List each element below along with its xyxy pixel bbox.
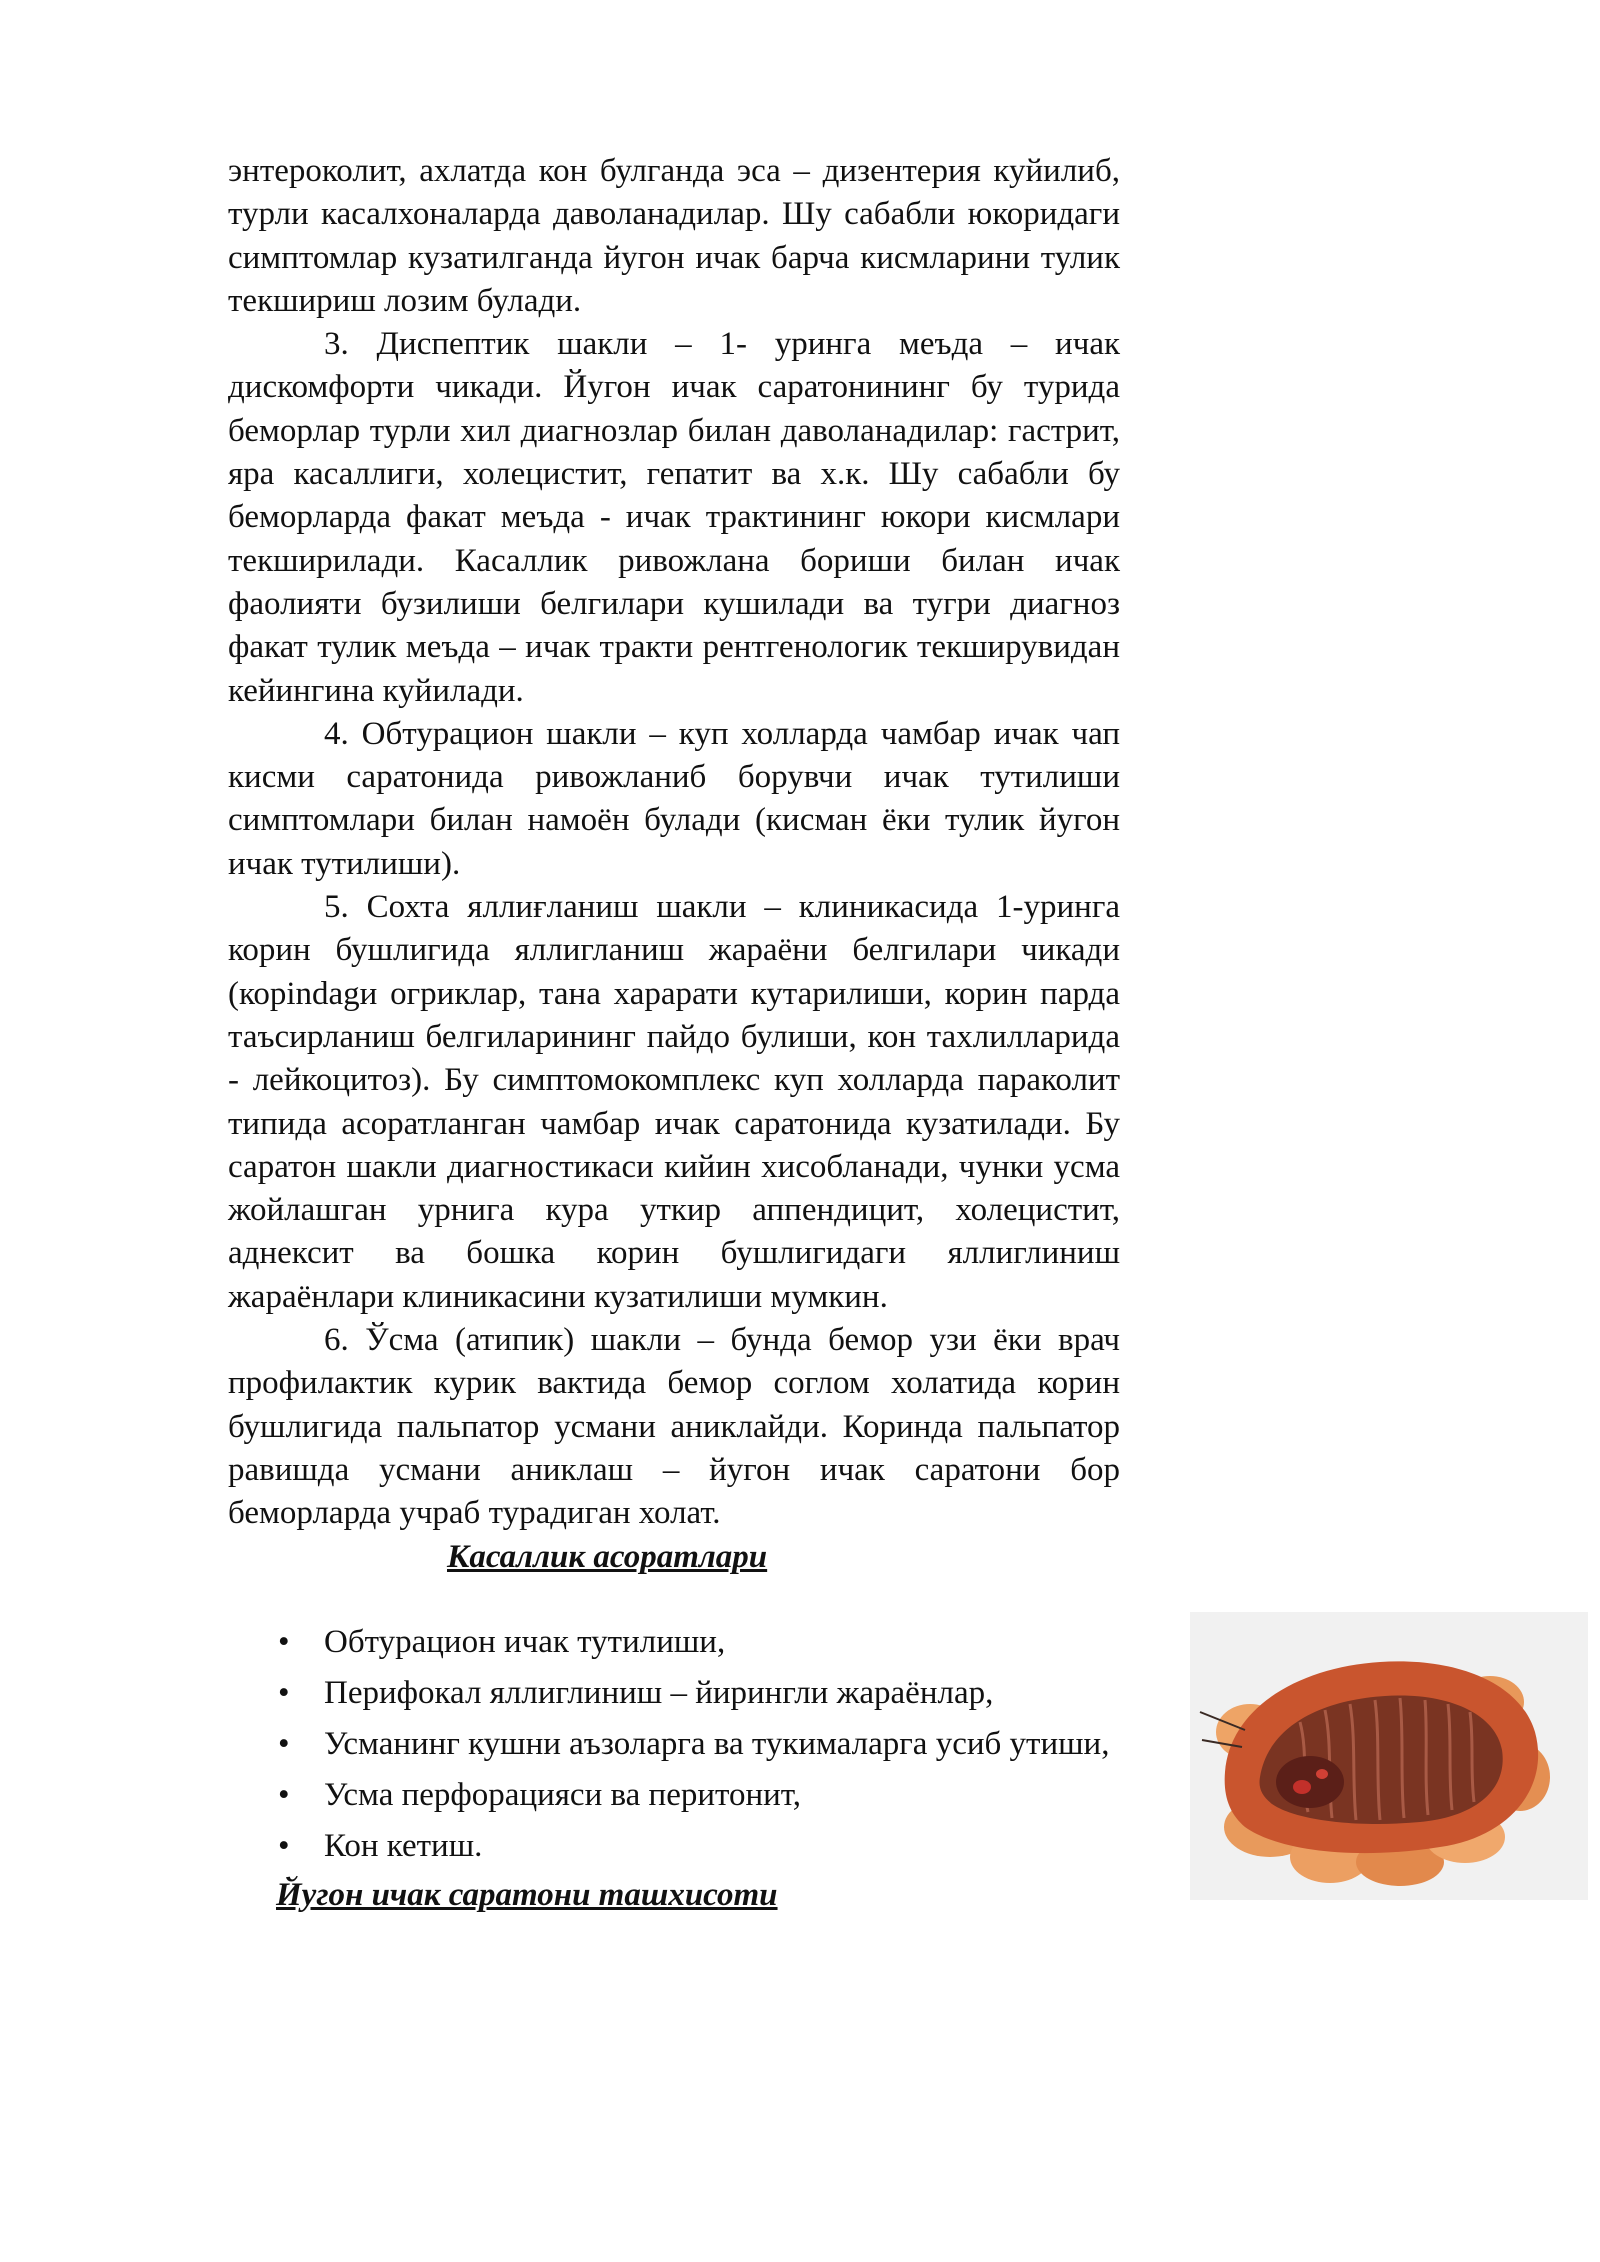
- specimen-illustration: [1190, 1612, 1588, 1900]
- list-item: [228, 1719, 1120, 1770]
- list-item-text: Кон кетиш.: [324, 1827, 483, 1864]
- list-item: [228, 1770, 1120, 1821]
- paragraph-pseudo-inflammatory-form: 5. Сохта яллиғланиш шакли – клиникасида 1-уринга корин бушлигида яллигланиш жараёни белгилари чикади (корindagи огриклар, тана харарати кутарилиши, корин парда таъсирланиш белгиларининг пайдо булиши, кон тахлилларида - лейкоцитоз). Бу симптомокомплекс куп холларда параколит типида асоратланган чамбар ичак саратонида кузатилади. Бу саратон шакли диагностикаси кийин хисобланади, чунки усма жойлашган урнига кура уткир аппендицит, холецистит, аднексит ва бошка корин бушлигидаги яллиглиниш жараёнлари клиникасини кузатилиши мумкин.: [228, 889, 1120, 1315]
- bullet-icon: •: [278, 1623, 290, 1660]
- list-item: [228, 1668, 1120, 1719]
- list-item-text: Обтурацион ичак тутилиши,: [324, 1623, 726, 1660]
- diagnosis-heading: Йугон ичак саратони ташхисоти: [276, 1876, 778, 1913]
- tumor-mass: [1276, 1756, 1344, 1808]
- paragraph-obturation-form: 4. Обтурацион шакли – куп холларда чамбар ичак чап кисми саратонида ривожланиб борувчи ичак тутилиши симптомлари билан намоён булади (кисман ёки тулик йугон ичак тутилиши).: [228, 715, 1120, 882]
- list-item-text: Перифокал яллиглиниш – йирингли жараёнлар,: [324, 1674, 994, 1711]
- bullet-icon: •: [278, 1674, 290, 1711]
- list-item-text: Усма перфорацияси ва перитонит,: [324, 1776, 802, 1813]
- paragraph-intro: энтероколит, ахлатда кон булганда эса – дизентерия куйилиб, турли касалхоналарда даволанадилар. Шу сабабли юкоридаги симптомлар кузатилганда йугон ичак барча кисмларини тулик текшириш лозим булади.: [228, 153, 1120, 319]
- list-item: [228, 1617, 1120, 1668]
- bullet-icon: •: [278, 1776, 290, 1813]
- complications-heading: Касаллик асоратлари: [447, 1538, 768, 1575]
- bullet-icon: •: [278, 1725, 290, 1762]
- paragraph-dyspeptic-form: 3. Диспептик шакли – 1- уринга меъда – ичак дискомфорти чикади. Йугон ичак саратонининг бу турида беморлар турли хил диагнозлар билан даволанадилар: гастрит, яра касаллиги, холецистит, гепатит ва х.к. Шу сабабли бу беморларда факат меъда - ичак трактининг юкори кисмлари текширилади. Касаллик ривожлана бориши билан ичак фаолияти бузилиши белгилари кушилади ва тугри диагноз факат тулик меъда – ичак тракти рентгенологик текширувидан кейингина куйилади.: [228, 326, 1120, 709]
- list-item-text: Усманинг кушни аъзоларга ва тукималарга усиб утиши,: [324, 1725, 1110, 1762]
- hemorrhage-spot: [1293, 1780, 1311, 1794]
- complications-list: [228, 1617, 1120, 1872]
- bullet-icon: •: [278, 1827, 290, 1864]
- list-item: [228, 1821, 1120, 1872]
- text-column: [228, 150, 1120, 1917]
- colon-tumor-specimen-photo: [1190, 1612, 1588, 1900]
- hemorrhage-spot: [1316, 1769, 1328, 1779]
- paragraph-tumor-form: 6. Ўсма (атипик) шакли – бунда бемор узи ёки врач профилактик курик вактида бемор соглом холатида корин бушлигида пальпатор усмани аниклайди. Коринда пальпатор равишда усмани аниклаш – йугон ичак саратони бор беморларда учраб турадиган холат.: [228, 1322, 1120, 1532]
